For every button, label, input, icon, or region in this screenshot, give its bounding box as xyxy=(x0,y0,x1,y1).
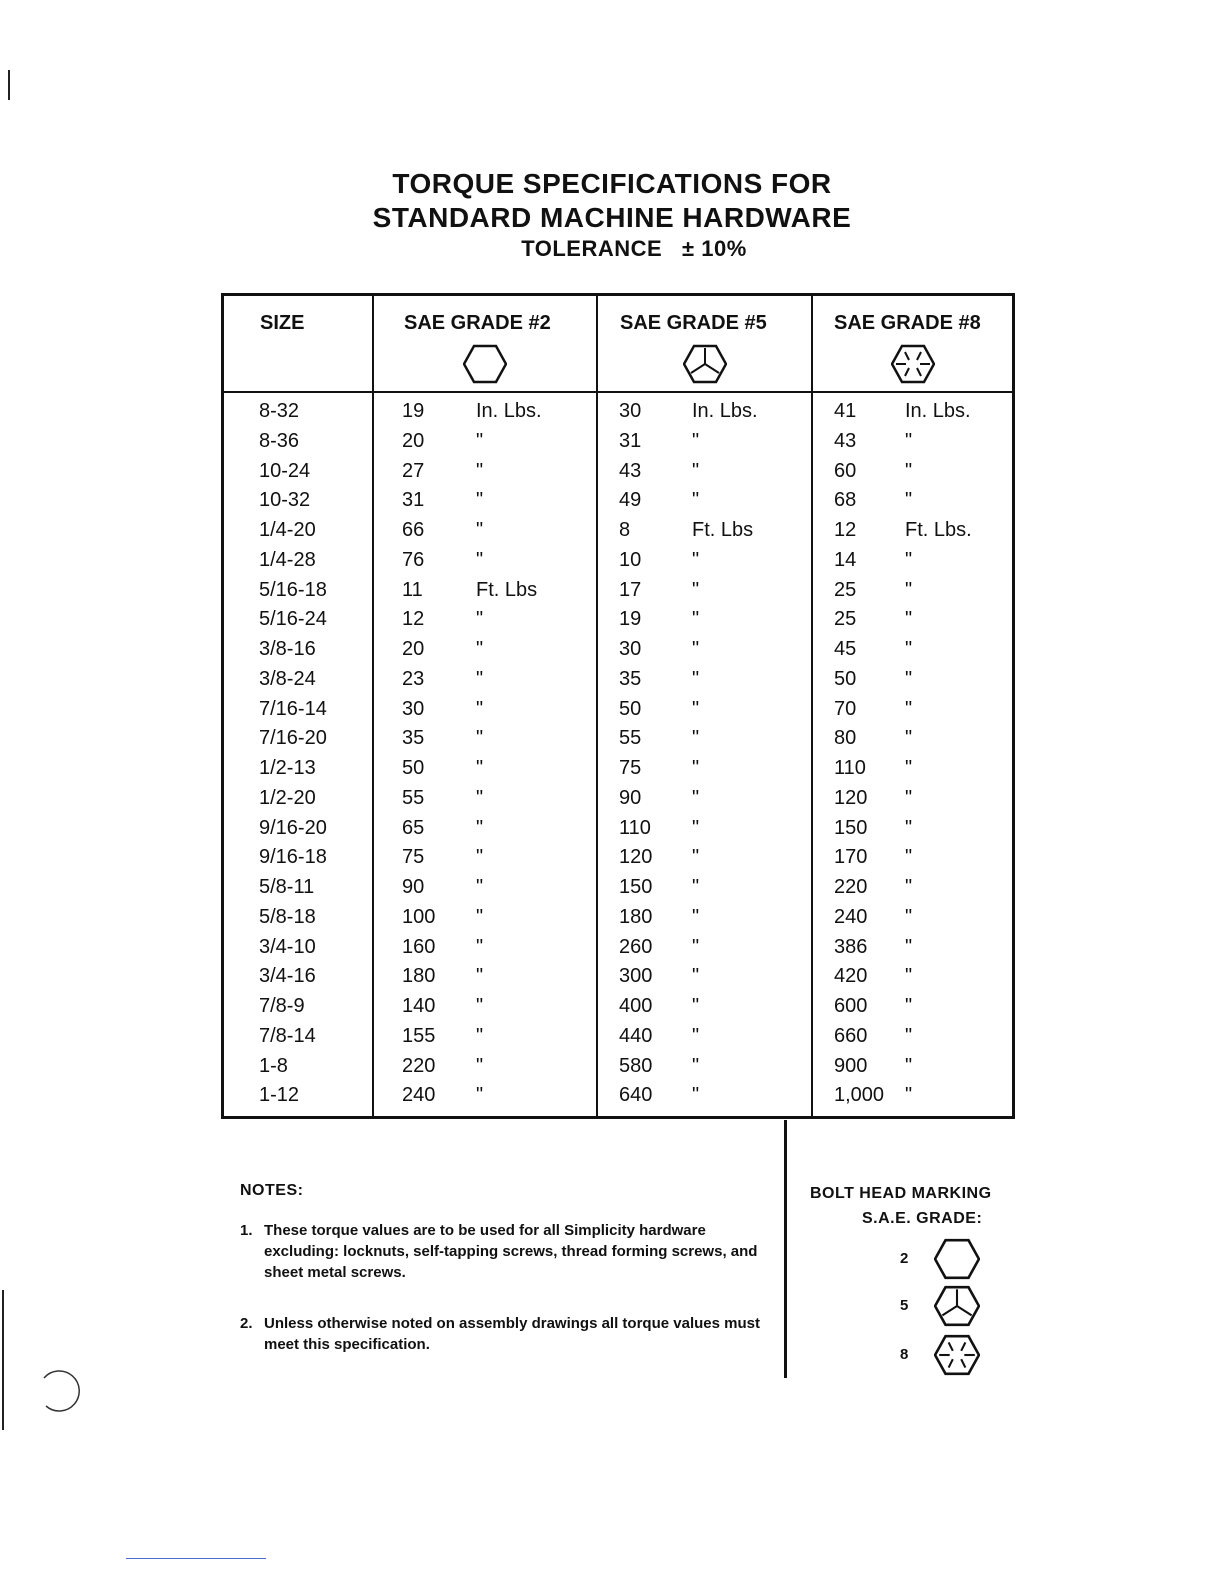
table-row xyxy=(224,876,1012,906)
column-header-size: SIZE xyxy=(260,312,305,334)
cell-grade2-unit: In. Lbs. xyxy=(476,400,542,422)
cell-grade2-value: 100 xyxy=(402,905,436,928)
cell-grade8-value: 68 xyxy=(834,489,857,512)
cell-grade8-value: 240 xyxy=(834,905,868,928)
cell-grade5-unit: " xyxy=(692,935,700,958)
cell-grade5-value: 50 xyxy=(619,697,642,720)
cell-grade5-value: 150 xyxy=(619,876,653,898)
hexagon-six-lines-icon xyxy=(934,1334,980,1376)
cell-grade5-value: 580 xyxy=(619,1054,653,1077)
header-divider xyxy=(224,391,1012,393)
cell-grade2-value: 240 xyxy=(402,1084,436,1107)
cell-grade5-unit: " xyxy=(692,965,700,988)
legend-heading: BOLT HEAD MARKING xyxy=(810,1185,992,1202)
cell-size: 7/16-20 xyxy=(259,727,327,750)
cell-size: 3/8-16 xyxy=(259,638,316,660)
note-text: These torque values are to be used for all Simplicity hardware excluding: locknuts, self-tapping screws, thread forming screws, and sheet metal screws. xyxy=(264,1222,758,1281)
table-row xyxy=(224,430,1012,460)
cell-size: 10-32 xyxy=(259,489,311,512)
tolerance: TOLERANCE ± 10% xyxy=(521,236,747,261)
cell-grade5-unit: " xyxy=(692,638,700,660)
legend-grade-2 xyxy=(900,1238,990,1282)
cell-size: 1/4-20 xyxy=(259,519,316,541)
cell-grade2-value: 20 xyxy=(402,429,425,452)
cell-grade2-unit: " xyxy=(476,905,484,928)
cell-grade5-value: 300 xyxy=(619,965,653,988)
table-row xyxy=(224,638,1012,668)
cell-grade8-unit: " xyxy=(905,667,913,690)
cell-grade8-value: 600 xyxy=(834,995,868,1017)
cell-grade8-unit: " xyxy=(905,489,913,512)
cell-grade2-value: 65 xyxy=(402,816,425,839)
cell-grade8-value: 386 xyxy=(834,935,868,958)
cell-grade8-unit: Ft. Lbs. xyxy=(905,519,972,541)
scan-line xyxy=(126,1558,266,1559)
cell-grade2-unit: " xyxy=(476,935,484,958)
cell-grade8-value: 80 xyxy=(834,727,857,750)
cell-grade5-value: 120 xyxy=(619,846,653,869)
cell-grade5-value: 640 xyxy=(619,1084,653,1107)
cell-grade2-unit: " xyxy=(476,608,484,631)
cell-grade2-value: 220 xyxy=(402,1054,436,1077)
cell-grade5-unit: " xyxy=(692,876,700,898)
note-number: 1. xyxy=(240,1222,253,1239)
cell-size: 7/16-14 xyxy=(259,697,327,720)
hexagon-three-lines-icon xyxy=(934,1285,980,1327)
cell-grade5-value: 260 xyxy=(619,935,653,958)
cell-grade5-unit: " xyxy=(692,1024,700,1047)
cell-size: 7/8-9 xyxy=(259,995,305,1017)
table-row xyxy=(224,906,1012,936)
cell-grade2-unit: " xyxy=(476,1084,484,1107)
torque-table xyxy=(221,293,1015,1119)
cell-grade2-unit: " xyxy=(476,667,484,690)
cell-size: 8-36 xyxy=(259,429,300,452)
cell-grade5-value: 10 xyxy=(619,548,642,571)
cell-grade8-value: 660 xyxy=(834,1024,868,1047)
cell-grade2-unit: " xyxy=(476,638,484,660)
cell-grade8-unit: " xyxy=(905,995,913,1017)
legend-grade-5 xyxy=(900,1285,990,1329)
cell-grade8-unit: " xyxy=(905,638,913,660)
cell-size: 10-24 xyxy=(259,459,311,482)
cell-grade8-unit: " xyxy=(905,578,913,601)
cell-grade5-unit: " xyxy=(692,757,700,779)
cell-grade2-value: 30 xyxy=(402,697,425,720)
cell-size: 1-8 xyxy=(259,1054,288,1077)
cell-grade5-value: 90 xyxy=(619,786,642,809)
table-row xyxy=(224,1055,1012,1085)
table-row xyxy=(224,995,1012,1025)
cell-grade2-unit: " xyxy=(476,727,484,750)
cell-grade5-value: 19 xyxy=(619,608,642,631)
cell-size: 1/4-28 xyxy=(259,548,316,571)
cell-grade8-unit: " xyxy=(905,935,913,958)
cell-grade2-unit: Ft. Lbs xyxy=(476,578,538,601)
cell-grade5-value: 31 xyxy=(619,429,642,452)
cell-grade2-value: 75 xyxy=(402,846,425,869)
cell-grade8-value: 70 xyxy=(834,697,857,720)
cell-grade2-unit: " xyxy=(476,846,484,869)
legend-grade-label: 5 xyxy=(900,1297,909,1314)
cell-grade8-value: 60 xyxy=(834,459,857,482)
note-text: Unless otherwise noted on assembly drawings all torque values must meet this specification. xyxy=(264,1315,760,1353)
cell-grade5-unit: " xyxy=(692,697,700,720)
cell-grade8-value: 420 xyxy=(834,965,868,988)
cell-grade8-unit: " xyxy=(905,876,913,898)
table-row xyxy=(224,460,1012,490)
cell-grade5-unit: " xyxy=(692,578,700,601)
cell-grade5-unit: " xyxy=(692,816,700,839)
cell-size: 1/2-20 xyxy=(259,786,316,809)
scan-mark xyxy=(8,70,10,100)
cell-grade8-value: 900 xyxy=(834,1054,868,1077)
cell-size: 3/8-24 xyxy=(259,667,316,690)
cell-grade8-value: 41 xyxy=(834,400,857,422)
cell-grade5-unit: " xyxy=(692,608,700,631)
cell-grade5-value: 30 xyxy=(619,400,642,422)
grade8-hexagon-icon xyxy=(891,344,935,384)
table-row xyxy=(224,400,1012,430)
cell-grade2-unit: " xyxy=(476,519,484,541)
cell-grade5-unit: " xyxy=(692,995,700,1017)
cell-size: 5/16-18 xyxy=(259,578,327,601)
cell-size: 9/16-18 xyxy=(259,846,327,869)
table-row xyxy=(224,668,1012,698)
cell-grade2-value: 35 xyxy=(402,727,425,750)
punch-hole-mark xyxy=(36,1368,86,1418)
cell-grade2-value: 155 xyxy=(402,1024,436,1047)
cell-grade5-value: 180 xyxy=(619,905,653,928)
cell-grade2-unit: " xyxy=(476,757,484,779)
cell-grade2-unit: " xyxy=(476,1054,484,1077)
table-row xyxy=(224,519,1012,549)
cell-grade8-unit: " xyxy=(905,429,913,452)
table-row xyxy=(224,549,1012,579)
legend-grade-label: 2 xyxy=(900,1250,909,1267)
table-row xyxy=(224,965,1012,995)
cell-grade2-value: 55 xyxy=(402,786,425,809)
cell-grade5-unit: " xyxy=(692,786,700,809)
cell-grade2-value: 50 xyxy=(402,757,425,779)
cell-grade2-unit: " xyxy=(476,429,484,452)
cell-grade5-value: 110 xyxy=(619,816,651,839)
cell-grade8-value: 25 xyxy=(834,608,857,631)
cell-grade5-value: 440 xyxy=(619,1024,653,1047)
cell-grade2-value: 31 xyxy=(402,489,425,512)
cell-size: 5/8-18 xyxy=(259,905,316,928)
cell-grade8-unit: " xyxy=(905,727,913,750)
table-row xyxy=(224,579,1012,609)
cell-grade5-unit: " xyxy=(692,1084,700,1107)
scan-mark xyxy=(2,1290,4,1430)
cell-grade8-unit: " xyxy=(905,1024,913,1047)
table-row xyxy=(224,489,1012,519)
cell-grade5-unit: " xyxy=(692,429,700,452)
cell-grade5-value: 30 xyxy=(619,638,642,660)
notes-legend-divider xyxy=(784,1120,787,1378)
cell-grade8-unit: " xyxy=(905,459,913,482)
cell-grade5-unit: Ft. Lbs xyxy=(692,519,754,541)
cell-grade8-value: 25 xyxy=(834,578,857,601)
cell-grade5-value: 75 xyxy=(619,757,642,779)
table-row xyxy=(224,846,1012,876)
cell-size: 3/4-16 xyxy=(259,965,316,988)
cell-grade8-value: 50 xyxy=(834,667,857,690)
cell-grade8-unit: " xyxy=(905,786,913,809)
cell-grade2-unit: " xyxy=(476,876,484,898)
cell-grade2-value: 180 xyxy=(402,965,436,988)
cell-grade8-unit: " xyxy=(905,846,913,869)
cell-grade8-value: 120 xyxy=(834,786,868,809)
cell-size: 1-12 xyxy=(259,1084,300,1107)
table-row xyxy=(224,757,1012,787)
column-header-grade2: SAE GRADE #2 xyxy=(404,312,551,334)
table-row xyxy=(224,817,1012,847)
cell-grade8-value: 170 xyxy=(834,846,868,869)
note-number: 2. xyxy=(240,1315,253,1332)
cell-grade2-unit: " xyxy=(476,995,484,1017)
cell-size: 5/8-11 xyxy=(259,876,315,898)
cell-grade8-value: 110 xyxy=(834,757,866,779)
cell-grade8-unit: " xyxy=(905,816,913,839)
cell-grade2-value: 140 xyxy=(402,995,436,1017)
cell-grade2-value: 66 xyxy=(402,519,425,541)
column-header-grade8: SAE GRADE #8 xyxy=(834,312,981,334)
table-row xyxy=(224,1084,1012,1114)
legend-grade-label: 8 xyxy=(900,1346,909,1363)
table-row xyxy=(224,1025,1012,1055)
cell-grade5-unit: In. Lbs. xyxy=(692,400,758,422)
cell-grade5-unit: " xyxy=(692,846,700,869)
cell-grade5-unit: " xyxy=(692,667,700,690)
grade2-hexagon-icon xyxy=(463,344,507,384)
table-row xyxy=(224,698,1012,728)
cell-grade2-unit: " xyxy=(476,1024,484,1047)
cell-grade5-value: 49 xyxy=(619,489,642,512)
table-row xyxy=(224,936,1012,966)
cell-grade2-unit: " xyxy=(476,786,484,809)
legend-grade-8 xyxy=(900,1334,990,1378)
cell-grade2-value: 20 xyxy=(402,638,425,660)
cell-grade8-value: 45 xyxy=(834,638,857,660)
cell-size: 8-32 xyxy=(259,400,300,422)
cell-grade8-unit: " xyxy=(905,608,913,631)
cell-grade5-value: 55 xyxy=(619,727,642,750)
cell-grade5-unit: " xyxy=(692,1054,700,1077)
legend-subheading: S.A.E. GRADE: xyxy=(862,1210,983,1227)
cell-grade5-unit: " xyxy=(692,459,700,482)
cell-grade8-value: 43 xyxy=(834,429,857,452)
cell-grade2-unit: " xyxy=(476,697,484,720)
cell-grade8-unit: " xyxy=(905,548,913,571)
cell-size: 9/16-20 xyxy=(259,816,327,839)
cell-grade8-value: 150 xyxy=(834,816,868,839)
cell-grade8-unit: " xyxy=(905,965,913,988)
cell-grade2-value: 76 xyxy=(402,548,425,571)
table-row xyxy=(224,787,1012,817)
cell-grade8-value: 12 xyxy=(834,519,857,541)
column-header-grade5: SAE GRADE #5 xyxy=(620,312,767,334)
cell-size: 3/4-10 xyxy=(259,935,316,958)
grade5-hexagon-icon xyxy=(683,344,727,384)
note-item xyxy=(240,1313,770,1355)
cell-grade8-unit: " xyxy=(905,1054,913,1077)
cell-grade8-unit: In. Lbs. xyxy=(905,400,971,422)
hexagon-plain-icon xyxy=(934,1238,980,1280)
notes-heading: NOTES: xyxy=(240,1182,304,1199)
cell-grade5-unit: " xyxy=(692,489,700,512)
cell-grade5-value: 35 xyxy=(619,667,642,690)
cell-grade8-value: 220 xyxy=(834,876,868,898)
table-row xyxy=(224,608,1012,638)
cell-grade2-value: 160 xyxy=(402,935,436,958)
cell-grade2-value: 23 xyxy=(402,667,425,690)
cell-grade2-unit: " xyxy=(476,965,484,988)
cell-grade2-value: 11 xyxy=(402,578,423,601)
cell-grade5-unit: " xyxy=(692,905,700,928)
notes-section xyxy=(240,1182,770,1355)
title-line-1: TORQUE SPECIFICATIONS FOR xyxy=(392,168,832,199)
cell-grade8-unit: " xyxy=(905,757,913,779)
cell-grade2-unit: " xyxy=(476,816,484,839)
cell-grade8-unit: " xyxy=(905,1084,913,1107)
cell-grade5-value: 43 xyxy=(619,459,642,482)
cell-grade8-value: 1,000 xyxy=(834,1084,885,1107)
cell-grade2-unit: " xyxy=(476,459,484,482)
cell-size: 5/16-24 xyxy=(259,608,327,631)
cell-grade2-value: 12 xyxy=(402,608,425,631)
cell-size: 7/8-14 xyxy=(259,1024,316,1047)
cell-grade2-unit: " xyxy=(476,489,484,512)
cell-grade5-unit: " xyxy=(692,548,700,571)
cell-grade2-value: 90 xyxy=(402,876,425,898)
cell-grade2-value: 27 xyxy=(402,459,425,482)
cell-grade5-value: 8 xyxy=(619,519,631,541)
title-line-2: STANDARD MACHINE HARDWARE xyxy=(372,202,852,233)
cell-grade5-value: 400 xyxy=(619,995,653,1017)
cell-grade2-unit: " xyxy=(476,548,484,571)
cell-size: 1/2-13 xyxy=(259,757,316,779)
cell-grade5-unit: " xyxy=(692,727,700,750)
cell-grade8-unit: " xyxy=(905,905,913,928)
table-row xyxy=(224,727,1012,757)
cell-grade8-unit: " xyxy=(905,697,913,720)
cell-grade5-value: 17 xyxy=(619,578,642,601)
cell-grade2-value: 19 xyxy=(402,400,425,422)
cell-grade8-value: 14 xyxy=(834,548,857,571)
note-item xyxy=(240,1220,770,1283)
